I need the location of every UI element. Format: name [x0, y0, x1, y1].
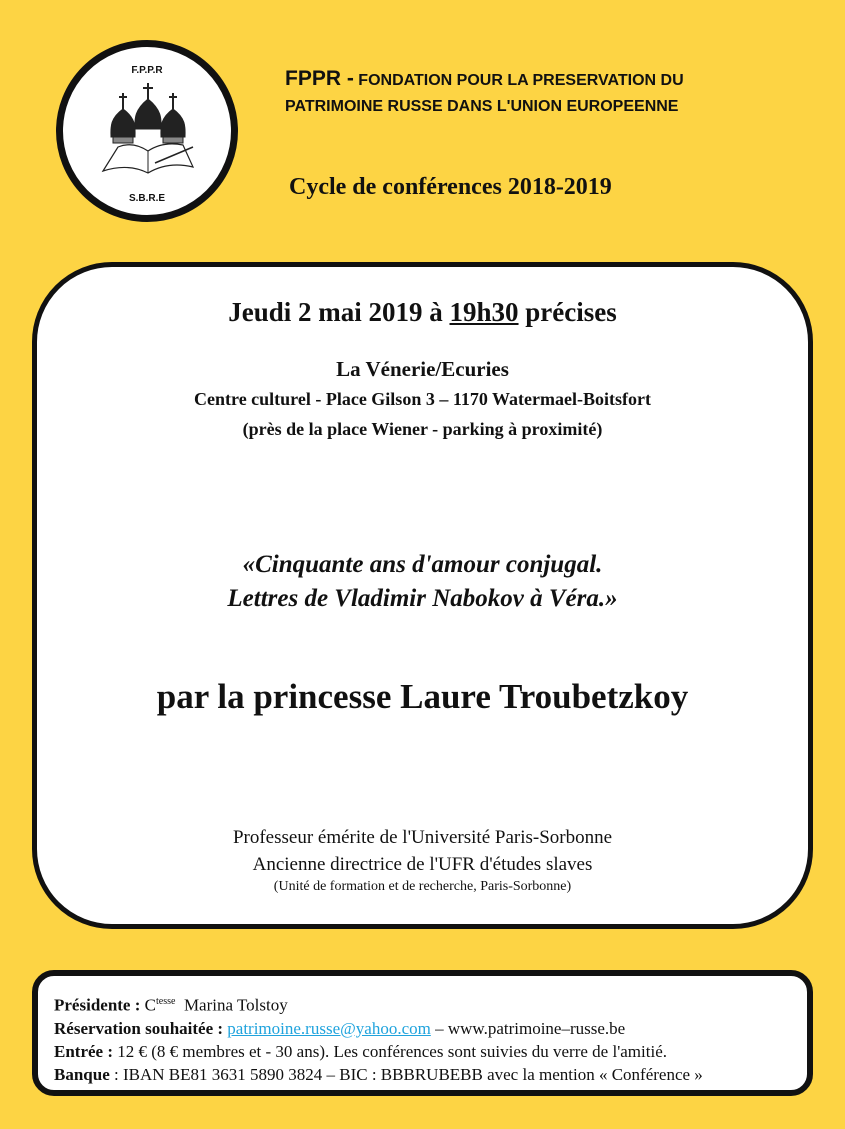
venue: La Vénerie/Ecuries	[336, 357, 509, 381]
bank-text: : IBAN BE81 3631 5890 3824 – BIC : BBBRUBEBB avec la mention « Conférence »	[109, 1064, 703, 1084]
bio-line1: Professeur émérite de l'Université Paris-Sorbonne	[232, 827, 613, 848]
president-label: Présidente :	[54, 995, 141, 1015]
bio-line2: Ancienne directrice de l'UFR d'études slaves	[252, 854, 593, 875]
bank-label: Banque	[54, 1064, 110, 1084]
lecture-title-line1: «Cinquante ans d'amour conjugal.	[242, 551, 603, 578]
event-time: 19h30	[449, 297, 519, 327]
address: Centre culturel - Place Gilson 3 – 1170 Watermael-Boitsfort	[194, 389, 651, 409]
cycle-title: Cycle de conférences 2018-2019	[289, 174, 612, 200]
event-box	[32, 262, 813, 929]
president-title: C	[144, 995, 156, 1015]
website: – www.patrimoine–russe.be	[430, 1018, 626, 1038]
email-link[interactable]: patrimoine.russe@yahoo.com	[227, 1018, 431, 1038]
acronym: FPPR -	[285, 67, 354, 90]
fppr-logo	[56, 40, 238, 222]
directions: (près de la place Wiener - parking à proximité)	[242, 419, 603, 439]
entry-text: 12 € (8 € membres et - 30 ans). Les conférences sont suivies du verre de l'amitié.	[113, 1041, 667, 1061]
reservation-label: Réservation souhaitée :	[54, 1018, 224, 1038]
logo-bottom-text: S.B.R.E	[128, 193, 166, 204]
header-line1: FONDATION POUR LA PRESERVATION DU	[358, 72, 684, 89]
president-line	[54, 990, 807, 1017]
bank-line	[54, 1063, 807, 1086]
president-sup: tesse	[155, 996, 176, 1007]
entry-line	[54, 1040, 807, 1063]
date-text: Jeudi 2 mai 2019 à	[228, 297, 450, 327]
event-date	[37, 297, 808, 328]
lecture-title-line2: Lettres de Vladimir Nabokov à Véra.»	[227, 585, 618, 612]
info-box	[32, 970, 813, 1096]
header-title	[285, 66, 684, 120]
church-domes-book-icon	[93, 81, 203, 181]
logo-top-text: F.P.P.R	[131, 65, 163, 76]
president-name: Marina Tolstoy	[175, 995, 288, 1015]
reservation-line	[54, 1017, 807, 1040]
bio-line3: (Unité de formation et de recherche, Paris-Sorbonne)	[273, 879, 572, 894]
speaker: par la princesse Laure Troubetzkoy	[156, 677, 689, 716]
entry-label: Entrée :	[54, 1041, 114, 1061]
header-line2: PATRIMOINE RUSSE DANS L'UNION EUROPEENNE	[285, 98, 679, 115]
date-suffix: précises	[518, 297, 617, 327]
